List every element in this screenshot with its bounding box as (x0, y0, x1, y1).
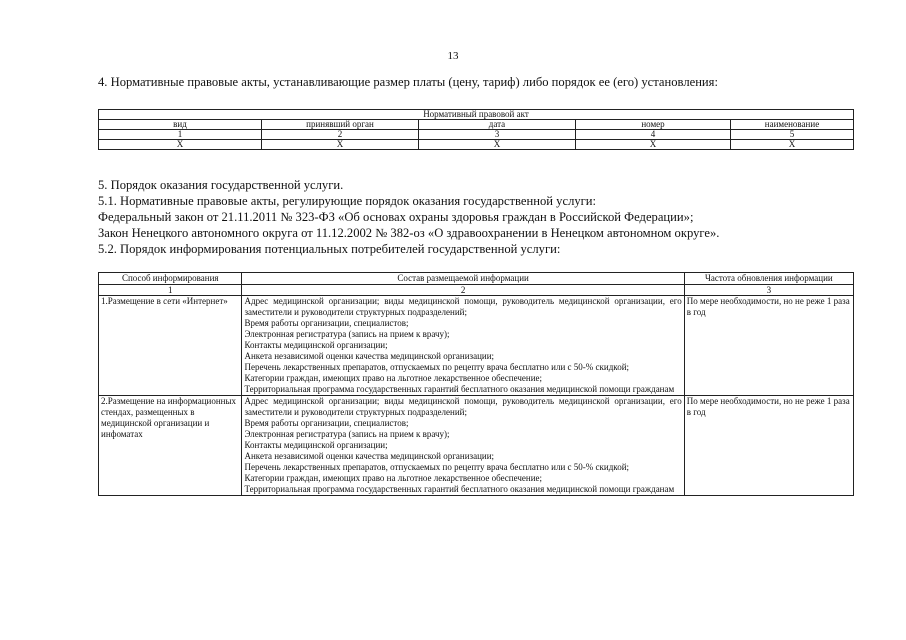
section5-1: 5.1. Нормативные правовые акты, регулирующие порядок оказания государственной услуги: (98, 194, 597, 208)
info-item: Адрес медицинской организации; виды медицинской помощи, руководитель медицинской организации, его заместители и руководители структурных подразделений; (244, 396, 682, 417)
table1-col-vid: вид (99, 120, 262, 130)
section5-2: 5.2. Порядок информирования потенциальных потребителей государственной услуги: (98, 242, 561, 256)
frequency-cell: По мере необходимости, но не реже 1 раза в год (684, 396, 853, 496)
content-cell (242, 396, 684, 496)
table2-header-method: Способ информирования (99, 273, 242, 285)
info-item: Электронная регистратура (запись на прием к врачу); (244, 429, 450, 439)
info-item: Перечень лекарственных препаратов, отпускаемых по рецепту врача бесплатно или с 50-% скидкой; (244, 462, 630, 472)
info-item: Категории граждан, имеющих право на льготное лекарственное обеспечение; (244, 473, 543, 483)
method-cell: 2.Размещение на информационных стендах, размещенных в медицинской организации и инфоматах (99, 396, 242, 496)
table1-col-number: номер (576, 120, 731, 130)
table1-col-date: дата (419, 120, 576, 130)
table1-cell: Х (731, 140, 854, 150)
page-number: 13 (447, 50, 459, 62)
table-row (99, 396, 854, 496)
informing-table (98, 272, 854, 496)
info-item: Адрес медицинской организации; виды медицинской помощи, руководитель медицинской организации, его заместители и руководители структурных подразделений; (244, 296, 682, 317)
info-item: Время работы организации, специалистов; (244, 418, 409, 428)
table1-num: 5 (731, 130, 854, 140)
info-item: Территориальная программа государственных гарантий бесплатного оказания медицинской помощи гражданам (244, 384, 675, 394)
info-item: Анкета независимой оценки качества медицинской организации; (244, 351, 495, 361)
table1-num: 1 (99, 130, 262, 140)
info-item: Электронная регистратура (запись на прием к врачу); (244, 329, 450, 339)
table2-num: 2 (242, 285, 684, 296)
info-item: Категории граждан, имеющих право на льготное лекарственное обеспечение; (244, 373, 543, 383)
table2-num: 3 (684, 285, 853, 296)
table1-cell: Х (419, 140, 576, 150)
table1-col-name: наименование (731, 120, 854, 130)
content-cell (242, 296, 684, 396)
table1-cell: Х (576, 140, 731, 150)
tariff-acts-table (98, 109, 854, 150)
info-item: Анкета независимой оценки качества медицинской организации; (244, 451, 495, 461)
law-nao: Закон Ненецкого автономного округа от 11.12.2002 № 382-оз «О здравоохранении в Ненецком автономном округе». (98, 226, 720, 240)
section5-title: 5. Порядок оказания государственной услуги. (98, 178, 344, 192)
law-federal: Федеральный закон от 21.11.2011 № 323-ФЗ «Об основах охраны здоровья граждан в Российской Федерации»; (98, 210, 694, 224)
table2-header-content: Состав размещаемой информации (242, 273, 684, 285)
info-item: Контакты медицинской организации; (244, 440, 388, 450)
info-item: Время работы организации, специалистов; (244, 318, 409, 328)
frequency-cell: По мере необходимости, но не реже 1 раза в год (684, 296, 853, 396)
info-item: Территориальная программа государственных гарантий бесплатного оказания медицинской помощи гражданам (244, 484, 675, 494)
table1-num: 4 (576, 130, 731, 140)
table1-cell: Х (99, 140, 262, 150)
section4-title: 4. Нормативные правовые акты, устанавливающие размер платы (цену, тариф) либо порядок ее (его) установления: (98, 75, 718, 89)
table-row (99, 296, 854, 396)
table1-cell: Х (262, 140, 419, 150)
method-cell: 1.Размещение в сети «Интернет» (99, 296, 242, 396)
table1-num: 3 (419, 130, 576, 140)
table1-num: 2 (262, 130, 419, 140)
table2-header-frequency: Частота обновления информации (684, 273, 853, 285)
table1-col-organ: принявший орган (262, 120, 419, 130)
table2-num: 1 (99, 285, 242, 296)
table1-group-header: Нормативный правовой акт (99, 110, 854, 120)
info-item: Перечень лекарственных препаратов, отпускаемых по рецепту врача бесплатно или с 50-% скидкой; (244, 362, 630, 372)
info-item: Контакты медицинской организации; (244, 340, 388, 350)
